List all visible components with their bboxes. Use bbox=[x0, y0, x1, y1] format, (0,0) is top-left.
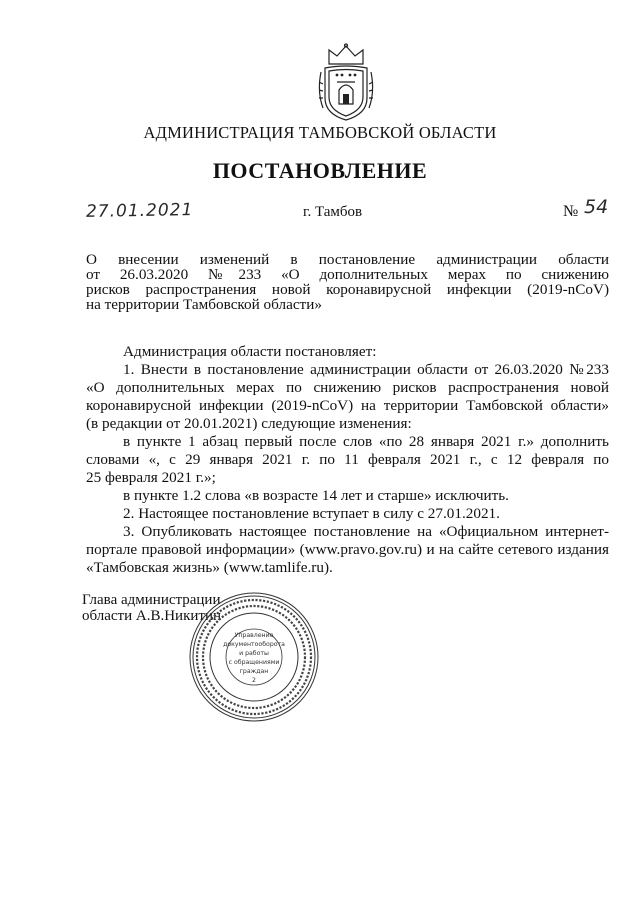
coat-of-arms-emblem bbox=[317, 42, 375, 122]
paragraph-line: портале правовой информации» (www.pravo.gov.ru) и на сайте сетевого издания bbox=[86, 541, 609, 558]
paragraph-line: 25 февраля 2021 г.»; bbox=[86, 469, 216, 486]
subject-line: на территории Тамбовской области» bbox=[86, 296, 322, 313]
paragraph-line: коронавирусной инфекции (2019-nCoV) на территории Тамбовской области» bbox=[86, 397, 609, 414]
official-stamp bbox=[187, 590, 321, 724]
paragraph-2: 2. Настоящее постановление вступает в силу с 27.01.2021. bbox=[123, 505, 500, 522]
paragraph-1 bbox=[86, 361, 609, 433]
paragraph-1b: в пункте 1.2 слова «в возрасте 14 лет и старше» исключить. bbox=[123, 487, 509, 504]
paragraph-3 bbox=[86, 523, 609, 577]
subject-line: О внесении изменений в постановление администрации области bbox=[86, 251, 609, 268]
paragraph-line: 1. Внести в постановление администрации области от 26.03.2020 №233 bbox=[123, 361, 609, 378]
document-number: 54 bbox=[584, 196, 609, 218]
document-date: 27.01.2021 bbox=[85, 200, 194, 222]
signature-line-2: области А.В.Никитин bbox=[82, 608, 222, 624]
svg-text:2: 2 bbox=[252, 677, 256, 684]
document-type-title: ПОСТАНОВЛЕНИЕ bbox=[212, 158, 428, 183]
paragraph-1a bbox=[86, 433, 609, 487]
svg-text:с обращениями: с обращениями bbox=[228, 659, 280, 666]
svg-text:Управление: Управление bbox=[234, 632, 274, 639]
svg-text:граждан: граждан bbox=[239, 668, 269, 675]
document-city: г. Тамбов bbox=[303, 204, 363, 220]
signature-line-1: Глава администрации bbox=[82, 592, 221, 608]
subject-line: рисков распространения новой коронавирусной инфекции (2019-nCoV) bbox=[86, 281, 609, 298]
paragraph-line: (в редакции от 20.01.2021) следующие изменения: bbox=[86, 415, 412, 432]
organization-title: АДМИНИСТРАЦИЯ ТАМБОВСКОЙ ОБЛАСТИ bbox=[143, 123, 497, 142]
svg-text:документооборота: документооборота bbox=[223, 641, 285, 648]
paragraph-line: в пункте 1 абзац первый после слов «по 28 января 2021 г.» дополнить bbox=[123, 433, 609, 450]
document-subject bbox=[86, 252, 609, 312]
paragraph-line: 3. Опубликовать настоящее постановление на «Официальном интернет- bbox=[123, 523, 609, 540]
paragraph-line: «Тамбовская жизнь» (www.tamlife.ru). bbox=[86, 559, 333, 576]
svg-text:и работы: и работы bbox=[239, 650, 269, 657]
paragraph-line: «О дополнительных мерах по снижению рисков распространения новой bbox=[86, 379, 609, 396]
intro-paragraph: Администрация области постановляет: bbox=[123, 343, 377, 360]
subject-line: от 26.03.2020 №233 «О дополнительных мерах по снижению bbox=[86, 266, 609, 283]
document-body bbox=[86, 343, 609, 577]
number-sign: № bbox=[563, 203, 579, 220]
paragraph-line: словами «, с 29 января 2021 г. по 11 февраля 2021 г., с 12 февраля по bbox=[86, 451, 609, 468]
